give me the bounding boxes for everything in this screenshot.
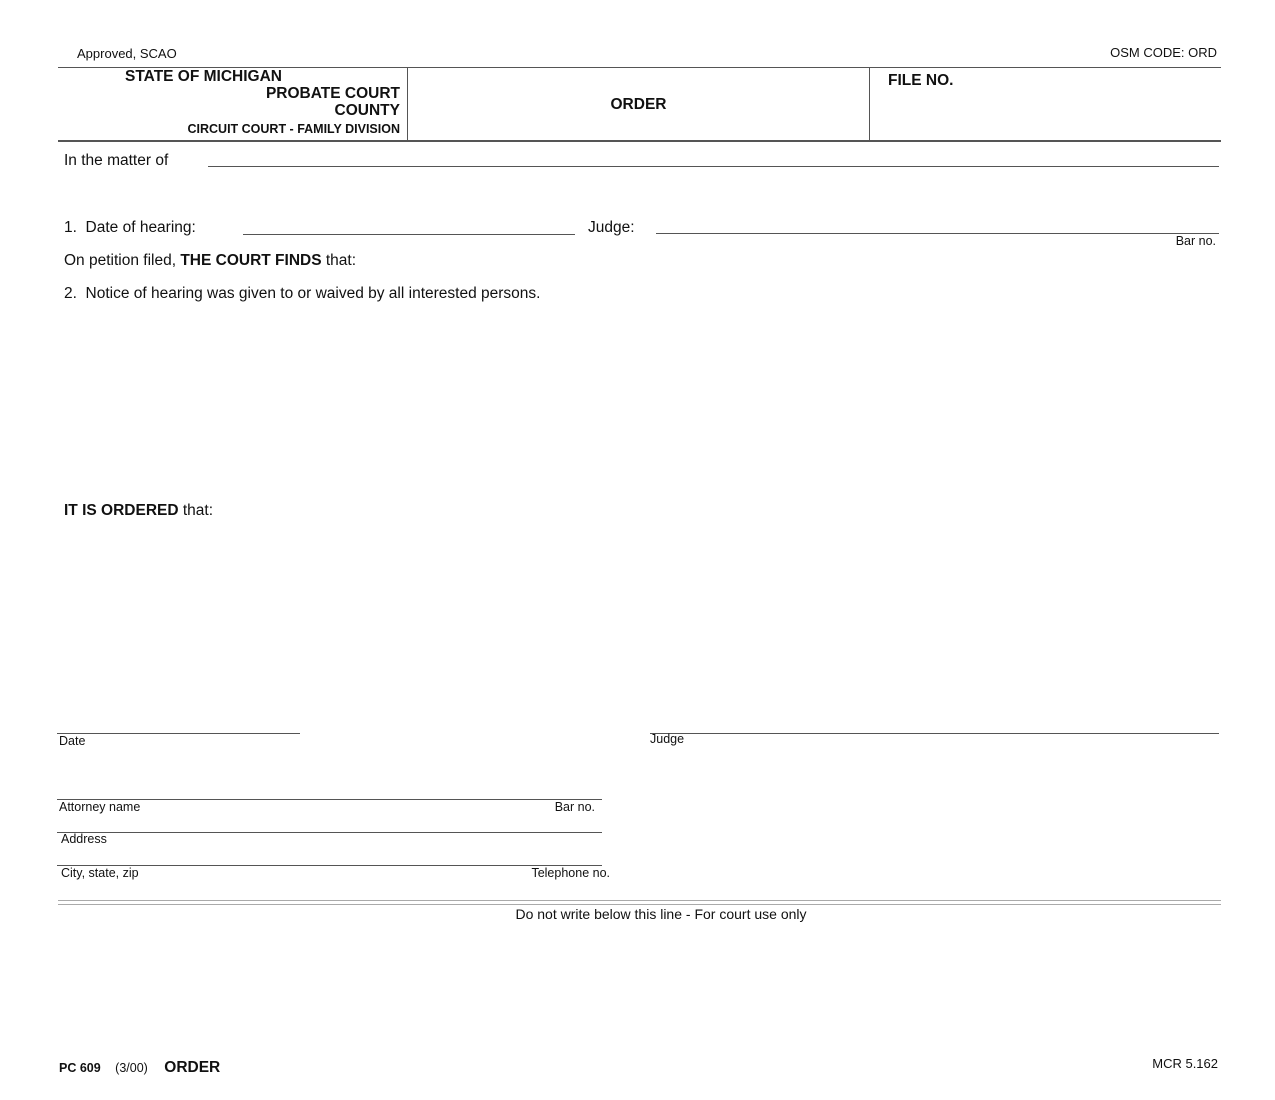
address-label: Address <box>61 832 107 846</box>
city-state-zip-label: City, state, zip <box>61 866 139 880</box>
bar-no-label: Bar no. <box>1175 234 1216 248</box>
court-rule-label: MCR 5.162 <box>1152 1056 1218 1071</box>
ordered-line <box>64 502 213 520</box>
item-2-text: 2. Notice of hearing was given to or waived by all interested persons. <box>64 285 541 302</box>
state-label: STATE OF MICHIGAN <box>125 68 282 85</box>
header-divider-right <box>869 67 870 140</box>
court-finds-line <box>64 252 356 270</box>
court-use-divider-bottom <box>58 904 1221 905</box>
ordered-label: IT IS ORDERED <box>64 502 179 519</box>
petition-suffix: that: <box>321 252 357 269</box>
header-bottom-border <box>58 140 1221 142</box>
item-1-label: 1. Date of hearing: <box>64 219 196 236</box>
judge-label: Judge: <box>588 219 635 236</box>
osm-code-label: OSM CODE: ORD <box>1110 45 1217 60</box>
attorney-name-label: Attorney name <box>59 800 141 814</box>
form-footer <box>59 1059 220 1077</box>
hearing-date-field[interactable] <box>243 234 575 235</box>
address-field[interactable] <box>57 832 602 833</box>
circuit-court-label: CIRCUIT COURT - FAMILY DIVISION <box>187 122 400 136</box>
footer-form-title: ORDER <box>164 1059 221 1076</box>
findings-text-area[interactable] <box>64 310 1219 495</box>
petition-prefix: On petition filed, <box>64 252 181 269</box>
court-use-divider-top <box>58 900 1221 901</box>
attorney-bar-no-label: Bar no. <box>554 800 595 814</box>
court-finds-label: THE COURT FINDS <box>180 252 322 269</box>
ordered-suffix: that: <box>178 502 214 519</box>
court-use-notice: Do not write below this line - For court use only <box>515 906 807 922</box>
probate-court-label: PROBATE COURT <box>265 85 400 102</box>
approved-label: Approved, SCAO <box>77 46 177 61</box>
matter-label: In the matter of <box>64 152 169 169</box>
form-title: ORDER <box>610 96 667 113</box>
date-label: Date <box>59 734 86 748</box>
file-no-field[interactable] <box>888 92 1208 132</box>
judge-signature-field[interactable] <box>650 733 1219 734</box>
judge-signature-label: Judge <box>650 732 685 746</box>
form-revision: (3/00) <box>115 1061 148 1075</box>
county-label: COUNTY <box>334 102 400 119</box>
judge-field[interactable] <box>656 233 1219 234</box>
file-no-label: FILE NO. <box>888 72 954 89</box>
orders-text-area[interactable] <box>64 525 1219 720</box>
date-signature-field[interactable] <box>57 733 300 734</box>
telephone-label: Telephone no. <box>531 866 610 880</box>
matter-field[interactable] <box>208 166 1219 167</box>
form-code: PC 609 <box>59 1061 101 1075</box>
